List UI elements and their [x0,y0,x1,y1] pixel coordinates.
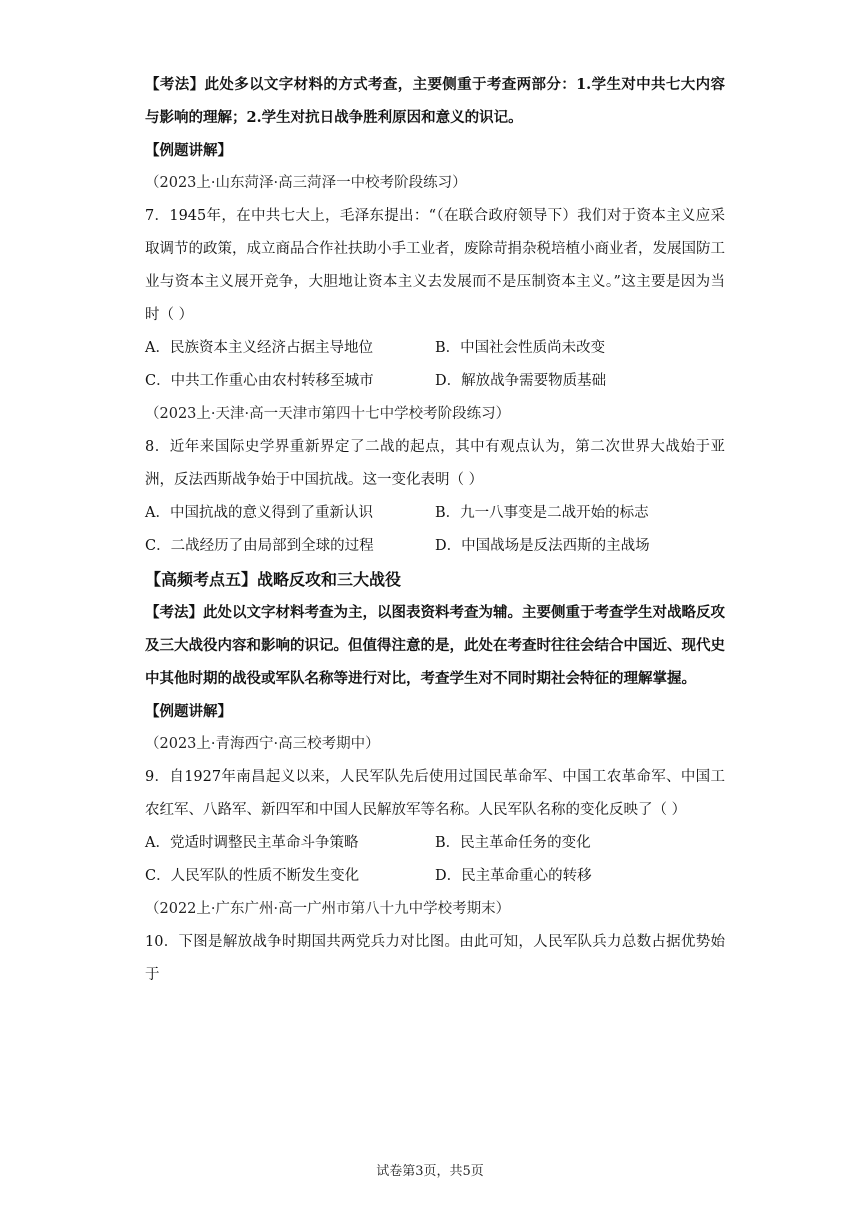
question-stem: 7．1945年，在中共七大上，毛泽东提出：“（在联合政府领导下）我们对于资本主义应采取调节的政策，成立商品合作社扶助小手工业者，废除苛捐杂税培植小商业者，发展国防工业与资本主义展开竞争，大胆地让资本主义去发展而不是压制资本主义。”这主要是因为当时（ ） [145,208,725,323]
kaofa-tag: 【考法】 [145,76,205,93]
question-stem: 8．近年来国际史学界重新界定了二战的起点，其中有观点认为，第二次世界大战始于亚洲，反法西斯战争始于中国抗战。这一变化表明（ ） [145,439,725,488]
option-a: A．中国抗战的意义得到了重新认识 [145,505,373,521]
question-source: （2023上·山东菏泽·高三菏泽一中校考阶段练习） [145,175,467,191]
section-tag: 【高频考点五】 [145,570,258,589]
kaofa-tag: 【考法】 [145,604,203,621]
section-heading [145,563,725,596]
option-row [145,332,725,365]
question-stem: 9．自1927年南昌起义以来，人民军队先后使用过国民革命军、中国工农革命军、中国工农红军、八路军、新四军和中国人民解放军等名称。人民军队名称的变化反映了（ ） [145,769,725,818]
question-stem: 10．下图是解放战争时期国共两党兵力对比图。由此可知，人民军队兵力总数占据优势始于 [145,934,725,983]
option-d: D．中国战场是反法西斯的主战场 [435,538,650,554]
option-row [145,530,725,563]
exam-page [145,68,725,992]
example-tag: 【例题讲解】 [145,142,232,159]
kaofa-paragraph-1 [145,68,725,134]
option-c: C．中共工作重心由农村转移至城市 [145,373,374,389]
option-b: B．民主革命任务的变化 [435,835,591,851]
kaofa-text: 此处多以文字材料的方式考查，主要侧重于考查两部分：1.学生对中共七大内容与影响的理解；2.学生对抗日战争胜利原因和意义的识记。 [145,76,726,126]
kaofa-text: 此处以文字材料考查为主，以图表资料考查为辅。主要侧重于考查学生对战略反攻及三大战役内容和影响的识记。但值得注意的是，此处在考查时往往会结合中国近、现代史中其他时期的战役或军队名称等进行对比，考查学生对不同时期社会特征的理解掌握。 [145,604,725,687]
option-row [145,827,725,860]
page-footer: 试卷第3页，共5页 [376,1164,484,1179]
option-a: A．民族资本主义经济占据主导地位 [145,340,373,356]
option-d: D．解放战争需要物质基础 [435,373,607,389]
option-c: C．人民军队的性质不断发生变化 [145,868,360,884]
option-a: A．党适时调整民主革命斗争策略 [145,835,359,851]
option-b: B．九一八事变是二战开始的标志 [435,505,649,521]
question-source: （2022上·广东广州·高一广州市第八十九中学校考期末） [145,901,511,917]
option-d: D．民主革命重心的转移 [435,868,592,884]
option-b: B．中国社会性质尚未改变 [435,340,606,356]
option-row [145,860,725,893]
kaofa-paragraph-2 [145,596,725,695]
example-tag: 【例题讲解】 [145,703,232,720]
section-title: 战略反攻和三大战役 [257,570,402,589]
option-c: C．二战经历了由局部到全球的过程 [145,538,374,554]
option-row [145,497,725,530]
question-source: （2023上·天津·高一天津市第四十七中学校考阶段练习） [145,406,511,422]
question-source: （2023上·青海西宁·高三校考期中） [145,736,380,752]
option-row [145,365,725,398]
